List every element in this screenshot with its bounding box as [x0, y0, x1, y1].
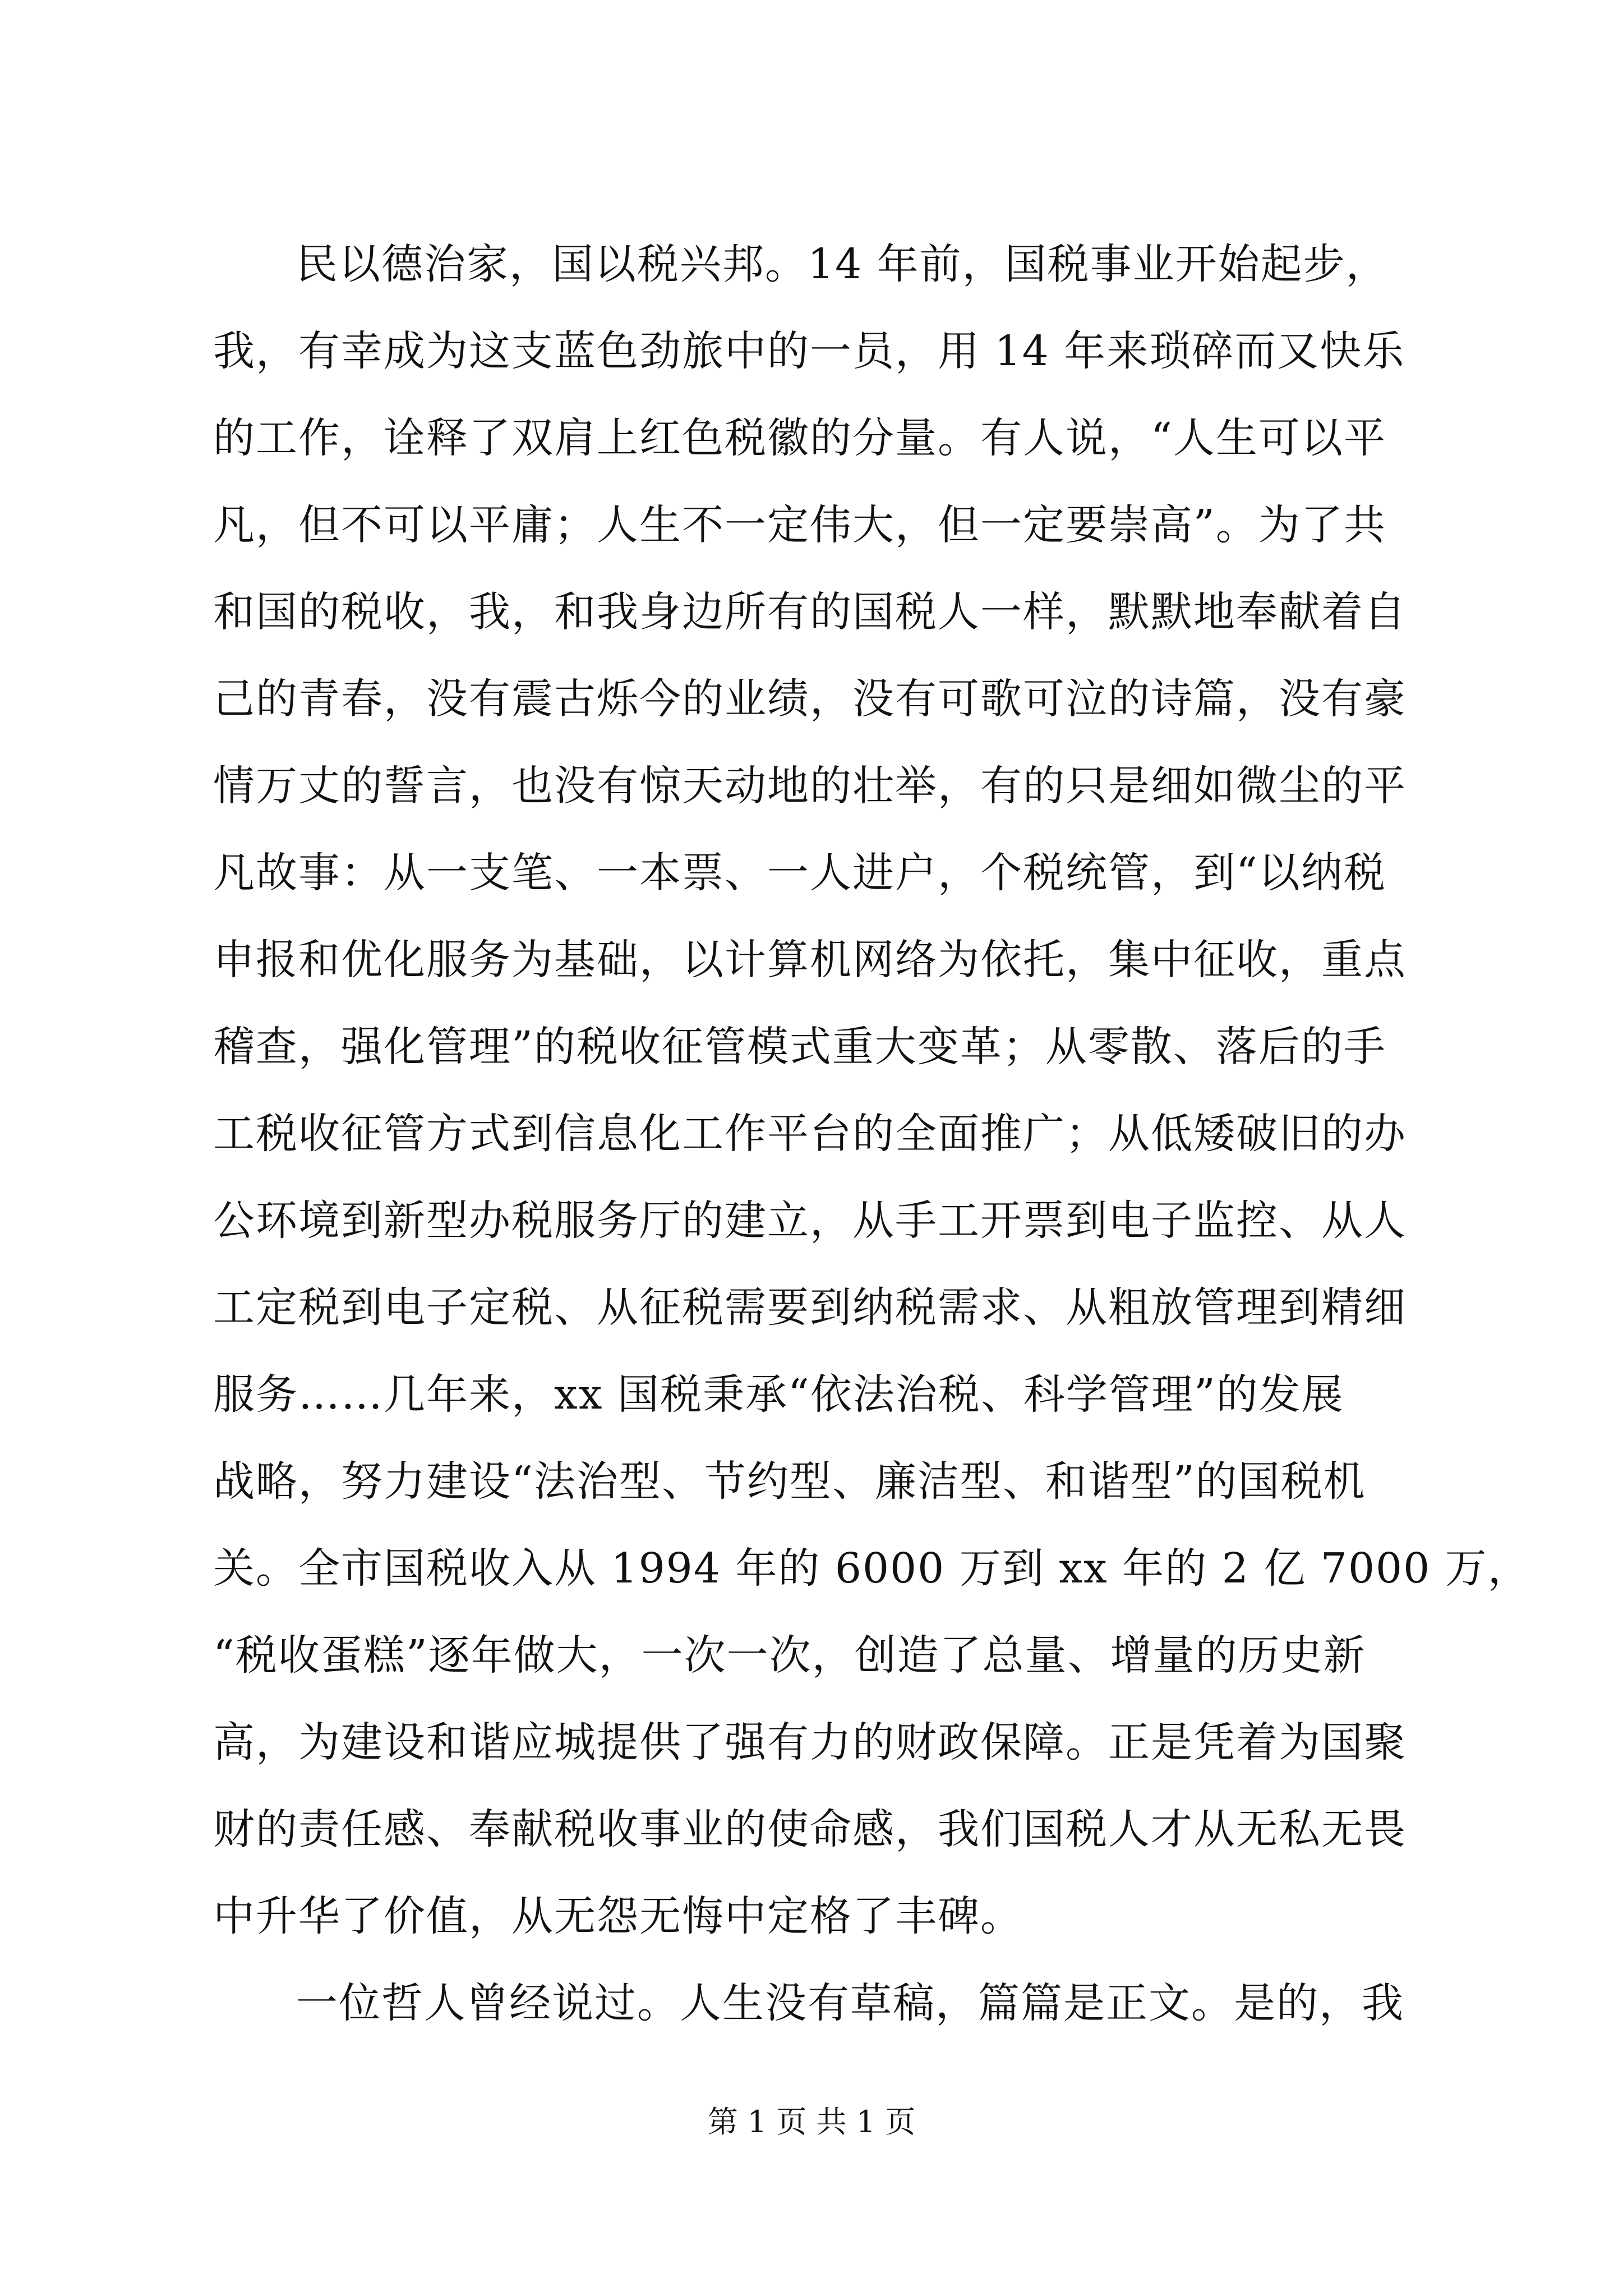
page-number-label: 第 1 页 共 1 页 [707, 2104, 916, 2139]
text-line: 己的青春，没有震古烁今的业绩，没有可歌可泣的诗篇，没有豪 [213, 675, 1407, 723]
text-line: 民以德治家，国以税兴邦。14 年前，国税事业开始起步， [296, 240, 1389, 288]
text-line: 中升华了价值，从无怨无悔中定格了丰碑。 [213, 1892, 1023, 1940]
text-line: 情万丈的誓言，也没有惊天动地的壮举，有的只是细如微尘的平 [213, 762, 1407, 810]
text-line: 的工作，诠释了双肩上红色税徽的分量。有人说，“人生可以平 [213, 414, 1386, 462]
text-line: 工定税到电子定税、从征税需要到纳税需求、从粗放管理到精细 [213, 1283, 1407, 1332]
text-line: 我，有幸成为这支蓝色劲旅中的一员，用 14 年来琐碎而又快乐 [213, 327, 1405, 375]
text-line: 服务……几年来，xx 国税秉承“依法治税、科学管理”的发展 [213, 1370, 1344, 1419]
text-line: 和国的税收，我，和我身边所有的国税人一样，默默地奉献着自 [213, 588, 1407, 636]
text-line: 凡故事：从一支笔、一本票、一人进户，个税统管，到“以纳税 [213, 849, 1386, 897]
text-line: “税收蛋糕”逐年做大，一次一次，创造了总量、增量的历史新 [213, 1631, 1366, 1680]
text-line: 公环境到新型办税服务厅的建立，从手工开票到电子监控、从人 [213, 1197, 1407, 1245]
text-line: 高，为建设和谐应城提供了强有力的财政保障。正是凭着为国聚 [213, 1718, 1407, 1766]
page-footer [0, 2102, 1623, 2142]
text-line: 稽查，强化管理”的税收征管模式重大变革；从零散、落后的手 [213, 1023, 1386, 1071]
text-line: 财的责任感、奉献税收事业的使命感，我们国税人才从无私无畏 [213, 1805, 1407, 1853]
text-line: 一位哲人曾经说过。人生没有草稿，篇篇是正文。是的，我 [296, 1979, 1404, 2027]
text-line: 凡，但不可以平庸；人生不一定伟大，但一定要崇高”。为了共 [213, 501, 1386, 549]
text-line: 工税收征管方式到信息化工作平台的全面推广；从低矮破旧的办 [213, 1110, 1407, 1158]
text-line: 申报和优化服务为基础，以计算机网络为依托，集中征收，重点 [213, 936, 1407, 984]
text-line: 关。全市国税收入从 1994 年的 6000 万到 xx 年的 2 亿 7000 万， [213, 1544, 1530, 1593]
body-text [213, 221, 1530, 2047]
text-line: 战略，努力建设“法治型、节约型、廉洁型、和谐型”的国税机 [213, 1457, 1366, 1506]
